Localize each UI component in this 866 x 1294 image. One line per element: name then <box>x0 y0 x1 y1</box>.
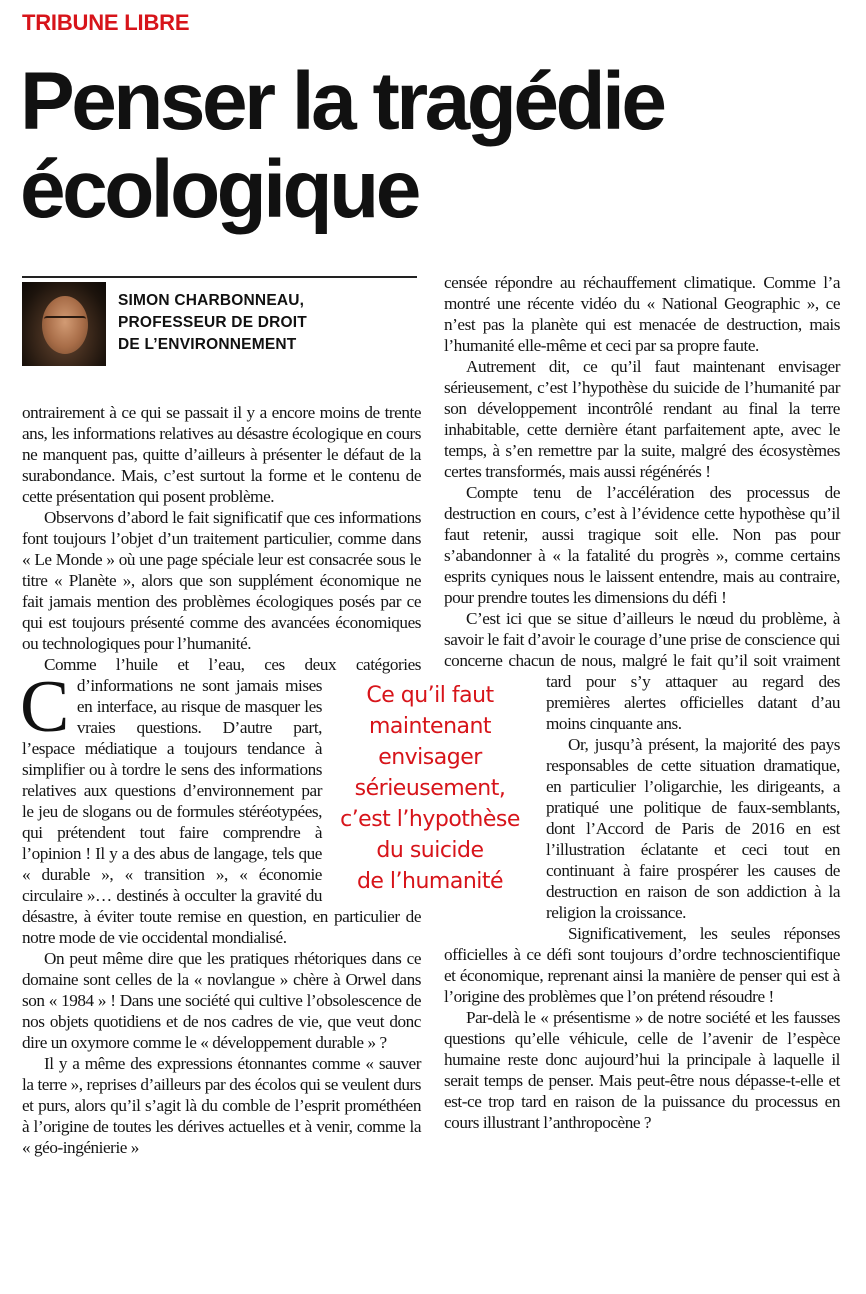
article-paragraph-7: Autrement dit, ce qu’il faut maintenant envisager sérieusement, c’est l’hypothèse du suicide de l’humanité par son développement incontrôlé rendant au final la terre inhabitable, cette dernière étant parfaitement apte, avec le temps, à s’en remettre par la suite, malgré des écosystèmes certes transformés, mais aussi régénérés ! <box>444 357 840 481</box>
article-paragraph-3: Comme l’huile et l’eau, ces deux catégories d’informations ne sont jamais mises en interface, au risque de masquer les vraies questions. D’autre part, l’espace médiatique a toujours tendance à simplifier ou à tordre le sens des informations relatives aux questions d’environnement par le jeu de slogans ou de formules stéréotypées, qui prétendent tout faire comprendre à l’opinion ! Il y a des abus de langage, tels que « durable », « transition », « économie circulaire »… destinés à occulter la gravité du désastre, à éviter toute remise en question, en particulier de notre mode de vie occidental mondialisé. <box>22 655 421 947</box>
article-paragraph-9: C’est ici que se situe d’ailleurs le nœud du problème, à savoir le fait d’avoir le courage d’une prise de conscience qui concerne chacun de nous, malgré le fait qu’il soit vraiment tard pour s’y attaquer au regard des premières alertes officielles datant d’au moins cinquante ans. <box>444 609 840 733</box>
article-paragraph-1-text: ontrairement à ce qui se passait il y a encore moins de trente ans, les informations relatives au désastre écologique en cours ne manquent pas, quitte d’ailleurs à présenter le défaut de la surabondance. Mais, c’est surtout la forme et le contenu de cette présentation qui posent problème. <box>22 403 421 506</box>
section-label: TRIBUNE LIBRE <box>22 10 190 35</box>
article-paragraph-12: Par-delà le « présentisme » de notre société et les fausses questions qu’elle véhicule, celle de l’avenir de l’espèce humaine reste donc aujourd’hui la principale à laquelle il serait temps de penser. Mais peut-être nous dépasse-t-elle et est-ce trop tard en raison de la puissance du processus en cours illustrant l’anthropocène ? <box>444 1008 840 1132</box>
pull-quote-line-2: maintenant <box>368 714 492 739</box>
pull-quote <box>320 680 540 897</box>
headline: Penser la tragédie écologique <box>20 56 664 235</box>
drop-cap: C <box>20 666 69 748</box>
author-name <box>118 290 408 356</box>
pull-quote-line-5: c’est l’hypothèse <box>340 807 520 832</box>
author-line-2: PROFESSEUR DE DROIT <box>118 314 307 331</box>
article-paragraph-6: censée répondre au réchauffement climatique. Comme l’a montré une récente vidéo du « National Geographic », ce n’est pas la planète qui est menacée de destruction, mais l’humanité elle-même et ceci par sa propre faute. <box>444 273 840 355</box>
article-paragraph-2: Observons d’abord le fait significatif que ces informations font toujours l’objet d’un traitement particulier, comme dans « Le Monde » où une page spéciale leur est consacrée sous le titre « Planète », alors que son supplément économique ne fait jamais mention des problèmes écologiques posés par ce qui est toujours présenté comme des avancées économiques ou technologiques pour l’humanité. <box>22 508 421 653</box>
pull-quote-line-4: sérieusement, <box>354 776 506 801</box>
author-glasses-shape <box>44 316 86 328</box>
author-photo <box>22 282 106 366</box>
article-paragraph-8: Compte tenu de l’accélération des processus de destruction en cours, c’est à l’évidence cette hypothèse qu’il faut retenir, aussi tragique soit elle. Non pas pour s’abandonner à « la fatalité du progrès », comme certains esprits cyniques nous le laissent entendre, mais au contraire, pour prendre toutes les dimensions du défi ! <box>444 483 840 607</box>
byline-box <box>22 276 417 366</box>
author-line-3: DE L’ENVIRONNEMENT <box>118 336 297 353</box>
pull-quote-line-1: Ce qu’il faut <box>366 683 494 708</box>
article-paragraph-4: On peut même dire que les pratiques rhétoriques dans ce domaine sont celles de la « novlangue » chère à Orwel dans son « 1984 » ! Dans une société qui cultive l’obsolescence de nos objets quotidiens et de nos cadres de vie, que veut donc dire un oxymore comme le « développement durable » ? <box>22 949 421 1052</box>
pull-quote-line-6: du suicide <box>376 838 484 863</box>
article-paragraph-10: Or, jusqu’à présent, la majorité des pays responsables de cette situation dramatique, en particulier l’oligarchie, les dirigeants, a pratiqué une politique de faux-semblants, dont l’Accord de Paris de 2016 en est l’illustration éclatante et ceci tout en continuant à faire prospérer les causes de destruction en raison de son addiction à la religion la croissance. <box>546 735 840 922</box>
article-paragraph-5: Il y a même des expressions étonnantes comme « sauver la terre », reprises d’ailleurs par des écolos qui se veulent durs et purs, alors qu’il s’agit là du comble de l’esprit prométhéen à l’origine de toutes les dérives actuelles et à venir, comme la « géo-ingénierie » <box>22 1054 421 1157</box>
pull-quote-line-3: envisager <box>378 745 482 770</box>
article-paragraph-11: Significativement, les seules réponses officielles à ce défi sont toujours d’ordre technoscientifique et économique, reprenant ainsi la manière de penser qui est à l’origine des problèmes que l’on prétend résoudre ! <box>444 924 840 1006</box>
author-line-1: SIMON CHARBONNEAU, <box>118 292 305 309</box>
pull-quote-line-7: de l’humanité <box>356 869 504 894</box>
